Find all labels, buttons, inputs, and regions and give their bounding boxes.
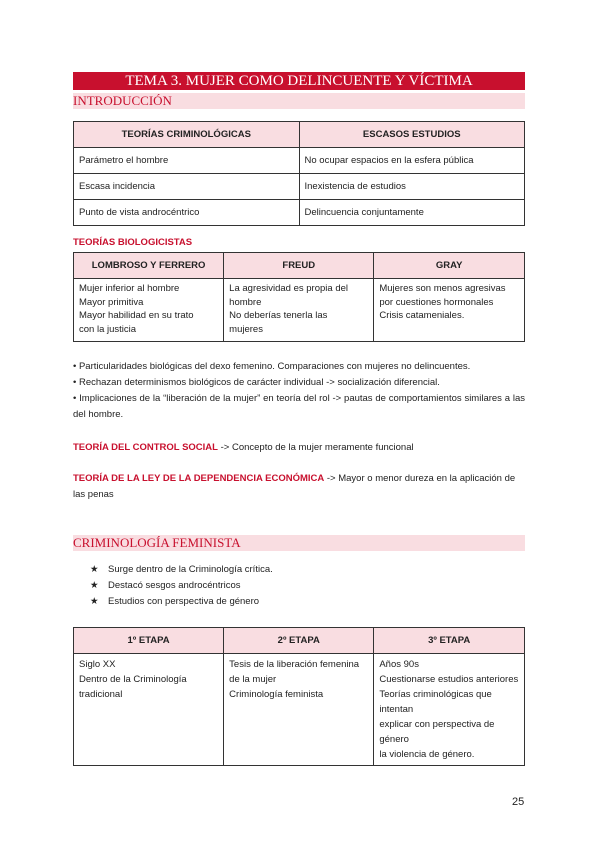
table-cell	[224, 654, 374, 766]
table-cell: Inexistencia de estudios	[299, 174, 525, 200]
cell-line: Años 90s	[379, 659, 419, 670]
table-cell	[224, 279, 374, 342]
table-cell	[74, 279, 224, 342]
cell-line: mujeres	[229, 323, 263, 335]
table-cell	[74, 654, 224, 766]
table-cell: No ocupar espacios en la esfera pública	[299, 148, 525, 174]
list-item	[90, 562, 273, 578]
table-cell: Delincuencia conjuntamente	[299, 200, 525, 226]
table-row	[74, 200, 525, 226]
cell-line: Siglo XX	[79, 659, 116, 670]
section-heading-feminista: CRIMINOLOGÍA FEMINISTA	[73, 535, 525, 551]
etapa-header-1: 1º ETAPA	[74, 628, 224, 654]
cell-line: Mayor primitiva	[79, 296, 144, 308]
cell-line: Dentro de la Criminología	[79, 674, 187, 685]
control-social-paragraph	[73, 440, 525, 455]
dependencia-label: TEORÍA DE LA LEY DE LA DEPENDENCIA ECONÓMICA	[73, 473, 325, 484]
cell-line: Mujeres son menos agresivas	[379, 283, 506, 294]
intro-table	[73, 121, 525, 226]
etapas-table	[73, 627, 525, 766]
cell-line: Crisis catameniales.	[379, 310, 465, 321]
cell-line: La agresividad es propia del	[229, 283, 349, 294]
control-social-label: TEORÍA DEL CONTROL SOCIAL	[73, 442, 218, 453]
table-row	[74, 279, 525, 342]
chapter-title-banner: TEMA 3. MUJER COMO DELINCUENTE Y VÍCTIMA	[73, 72, 525, 90]
table-row	[74, 654, 525, 766]
table-row	[74, 148, 525, 174]
cell-line: Cuestionarse estudios anteriores	[379, 674, 519, 685]
star-list	[90, 562, 273, 610]
bio-header-2: FREUD	[224, 253, 374, 279]
bio-header-3: GRAY	[374, 253, 525, 279]
table-cell	[374, 654, 525, 766]
cell-line: Mayor habilidad en su trato	[79, 310, 194, 321]
cell-line: tradicional	[79, 689, 123, 700]
table-cell: Escasa incidencia	[74, 174, 300, 200]
star-icon: ★	[90, 580, 99, 591]
dependencia-paragraph	[73, 471, 525, 503]
cell-line: la violencia de género.	[379, 749, 475, 760]
list-item: • Particularidades biológicas del dexo femenino. Comparaciones con mujeres no delincuentes.	[73, 361, 471, 372]
etapa-header-2: 2º ETAPA	[224, 628, 374, 654]
dependencia-text: -> Mayor o menor dureza en la aplicación de las penas	[73, 473, 516, 500]
intro-header-1: TEORÍAS CRIMINOLÓGICAS	[74, 122, 300, 148]
cell-line: Teorías criminológicas que intentan	[379, 689, 492, 715]
list-item: • Rechazan determinismos biológicos de carácter individual -> socialización diferencial.	[73, 377, 440, 388]
list-item-text: Estudios con perspectiva de género	[108, 596, 260, 607]
cell-line: explicar con perspectiva de género	[379, 719, 495, 745]
table-row	[74, 174, 525, 200]
table-cell: Punto de vista androcéntrico	[74, 200, 300, 226]
list-item	[90, 578, 273, 594]
cell-line: con la justicia	[79, 323, 137, 335]
bio-header-1: LOMBROSO Y FERRERO	[74, 253, 224, 279]
cell-line: Tesis de la liberación femenina	[229, 659, 360, 670]
list-item-text: Surge dentro de la Criminología crítica.	[108, 564, 273, 575]
cell-line: No deberías tenerla las	[229, 310, 328, 321]
cell-line: Mujer inferior al hombre	[79, 283, 180, 294]
table-cell	[374, 279, 525, 342]
list-item-text: Destacó sesgos androcéntricos	[108, 580, 241, 591]
subheading-biologicistas: TEORÍAS BIOLOGICISTAS	[73, 237, 193, 248]
table-cell: Parámetro el hombre	[74, 148, 300, 174]
section-heading-introduccion: INTRODUCCIÓN	[73, 93, 525, 109]
list-item	[90, 594, 273, 610]
page-number: 25	[512, 796, 525, 808]
intro-header-2: ESCASOS ESTUDIOS	[299, 122, 525, 148]
bio-table	[73, 252, 525, 342]
bullet-list	[73, 359, 525, 423]
control-social-text: -> Concepto de la mujer meramente funcional	[217, 442, 414, 453]
cell-line: hombre	[229, 296, 262, 308]
star-icon: ★	[90, 596, 99, 607]
cell-line: de la mujer	[229, 674, 277, 685]
list-item: • Implicaciones de la “liberación de la mujer” en teoría del rol -> pautas de comportamientos similares a las del hombre.	[73, 393, 525, 420]
cell-line: por cuestiones hormonales	[379, 296, 494, 308]
star-icon: ★	[90, 564, 99, 575]
etapa-header-3: 3º ETAPA	[374, 628, 525, 654]
cell-line: Criminología feminista	[229, 689, 324, 700]
